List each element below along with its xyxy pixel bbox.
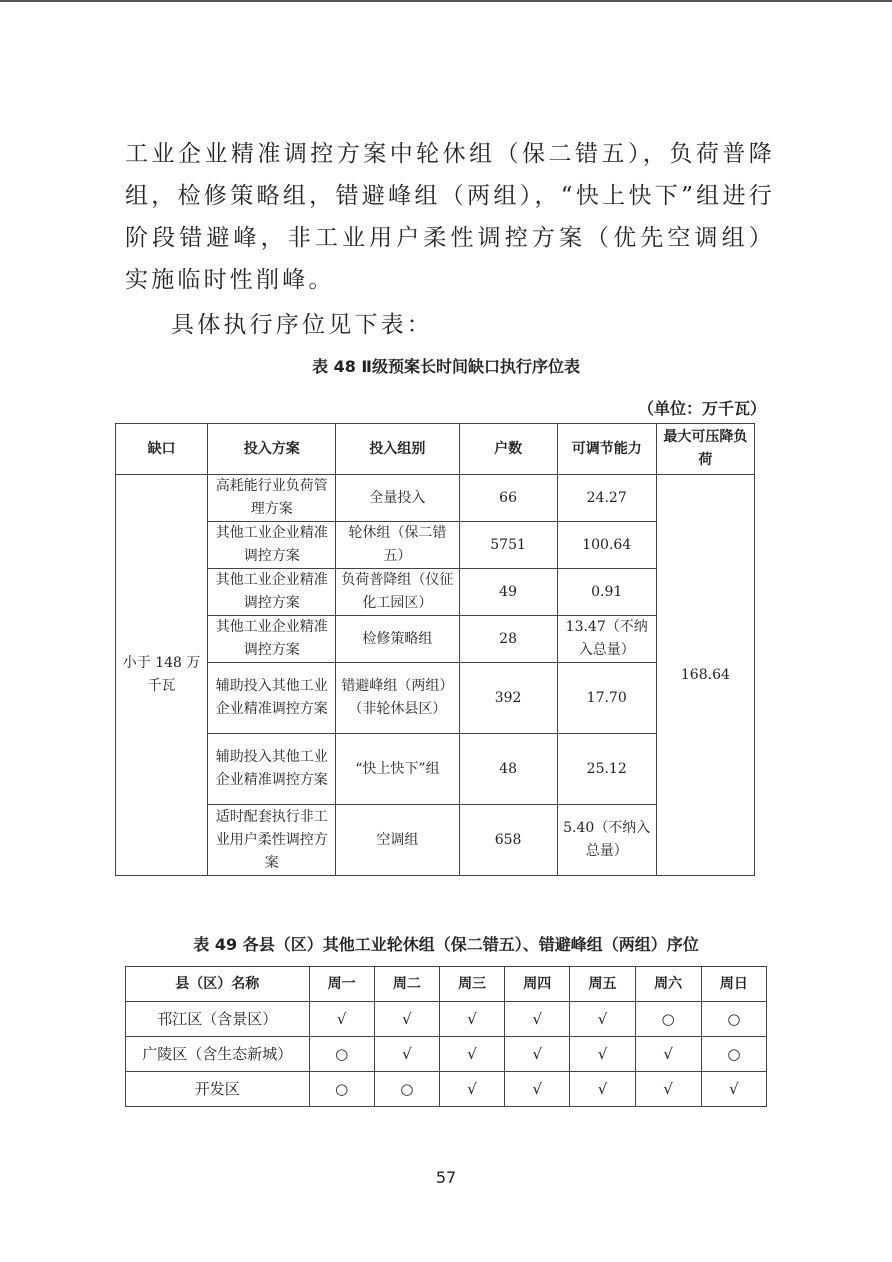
day-mark-cell: ○ — [701, 1002, 766, 1037]
day-mark-cell: √ — [505, 1037, 570, 1072]
table48-header-max-load: 最大可压降负荷 — [656, 424, 754, 475]
group-cell: 错避峰组（两组）（非轮休县区） — [336, 663, 459, 734]
plan-cell: 适时配套执行非工业用户柔性调控方案 — [208, 805, 336, 876]
households-cell: 49 — [459, 569, 557, 616]
table49-header-county: 县（区）名称 — [126, 967, 310, 1002]
day-mark-cell: √ — [505, 1072, 570, 1107]
table49-header-wed: 周三 — [439, 967, 504, 1002]
households-cell: 28 — [459, 616, 557, 663]
group-cell: 全量投入 — [336, 475, 459, 522]
table49-header-tue: 周二 — [374, 967, 439, 1002]
body-paragraph-1: 工业企业精准调控方案中轮休组（保二错五），负荷普降组，检修策略组，错避峰组（两组），“快上快下”组进行阶段错避峰，非工业用户柔性调控方案（优先空调组）实施临时性削峰。 — [125, 141, 775, 293]
table49-header-sun: 周日 — [701, 967, 766, 1002]
group-cell: “快上快下”组 — [336, 734, 459, 805]
day-mark-cell: √ — [635, 1037, 701, 1072]
table48-unit: （单位：万千瓦） — [637, 399, 766, 418]
day-mark-cell: √ — [570, 1072, 635, 1107]
table48-header-capacity: 可调节能力 — [557, 424, 656, 475]
body-paragraph-2: 具体执行序位见下表： — [171, 312, 433, 338]
county-name-cell: 开发区 — [126, 1072, 310, 1107]
households-cell: 658 — [459, 805, 557, 876]
table48-header-row — [116, 424, 755, 475]
plan-cell: 辅助投入其他工业企业精准调控方案 — [208, 734, 336, 805]
plan-cell: 其他工业企业精准调控方案 — [208, 569, 336, 616]
day-mark-cell: √ — [570, 1002, 635, 1037]
day-mark-cell: √ — [374, 1002, 439, 1037]
table-row — [116, 475, 755, 522]
day-mark-cell: √ — [635, 1072, 701, 1107]
county-name-cell: 邗江区（含景区） — [126, 1002, 310, 1037]
table49-header-mon: 周一 — [309, 967, 374, 1002]
table49-caption: 表 49 各县（区）其他工业轮休组（保二错五）、错避峰组（两组）序位 — [193, 935, 699, 954]
table48-header-plan: 投入方案 — [208, 424, 336, 475]
capacity-cell: 17.70 — [557, 663, 656, 734]
plan-cell: 辅助投入其他工业企业精准调控方案 — [208, 663, 336, 734]
capacity-cell: 24.27 — [557, 475, 656, 522]
households-cell: 392 — [459, 663, 557, 734]
households-cell: 5751 — [459, 522, 557, 569]
capacity-cell: 100.64 — [557, 522, 656, 569]
table48-header-households: 户数 — [459, 424, 557, 475]
day-mark-cell: ○ — [701, 1037, 766, 1072]
day-mark-cell: ○ — [635, 1002, 701, 1037]
group-cell: 负荷普降组（仪征化工园区） — [336, 569, 459, 616]
table48-header-gap: 缺口 — [116, 424, 208, 475]
plan-cell: 其他工业企业精准调控方案 — [208, 616, 336, 663]
day-mark-cell: √ — [374, 1037, 439, 1072]
day-mark-cell: √ — [439, 1037, 504, 1072]
day-mark-cell: √ — [701, 1072, 766, 1107]
table49-header-sat: 周六 — [635, 967, 701, 1002]
day-mark-cell: √ — [505, 1002, 570, 1037]
county-name-cell: 广陵区（含生态新城） — [126, 1037, 310, 1072]
day-mark-cell: √ — [309, 1002, 374, 1037]
group-cell: 检修策略组 — [336, 616, 459, 663]
plan-cell: 其他工业企业精准调控方案 — [208, 522, 336, 569]
capacity-cell: 13.47（不纳入总量） — [557, 616, 656, 663]
page-number: 57 — [435, 1168, 457, 1187]
table-row — [126, 1072, 767, 1107]
table49 — [125, 966, 767, 1107]
page-top-border — [0, 0, 892, 2]
table49-header-fri: 周五 — [570, 967, 635, 1002]
households-cell: 48 — [459, 734, 557, 805]
group-cell: 空调组 — [336, 805, 459, 876]
day-mark-cell: ○ — [374, 1072, 439, 1107]
gap-cell: 小于 148 万千瓦 — [116, 475, 208, 876]
table-row — [126, 1037, 767, 1072]
group-cell: 轮休组（保二错五） — [336, 522, 459, 569]
day-mark-cell: √ — [439, 1072, 504, 1107]
day-mark-cell: √ — [570, 1037, 635, 1072]
day-mark-cell: √ — [439, 1002, 504, 1037]
plan-cell: 高耗能行业负荷管理方案 — [208, 475, 336, 522]
max-load-cell: 168.64 — [656, 475, 754, 876]
capacity-cell: 5.40（不纳入总量） — [557, 805, 656, 876]
table48 — [115, 423, 755, 876]
table48-header-group: 投入组别 — [336, 424, 459, 475]
table49-header-thu: 周四 — [505, 967, 570, 1002]
households-cell: 66 — [459, 475, 557, 522]
table-row — [126, 1002, 767, 1037]
table48-caption: 表 48 Ⅱ级预案长时间缺口执行序位表 — [312, 357, 580, 376]
day-mark-cell: ○ — [309, 1072, 374, 1107]
table49-header-row — [126, 967, 767, 1002]
capacity-cell: 0.91 — [557, 569, 656, 616]
day-mark-cell: ○ — [309, 1037, 374, 1072]
capacity-cell: 25.12 — [557, 734, 656, 805]
